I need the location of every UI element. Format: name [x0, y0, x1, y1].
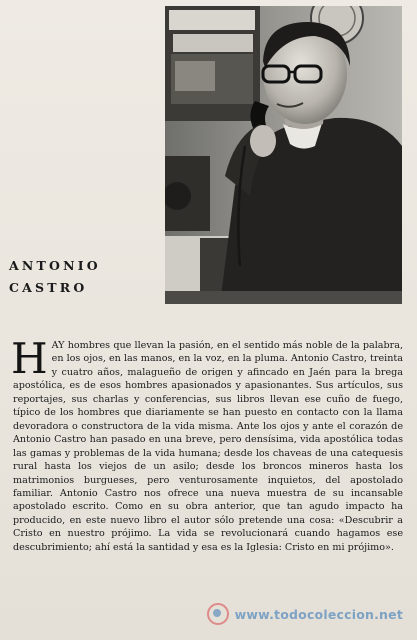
author-photo: [165, 6, 402, 304]
watermark-logo-icon: [207, 603, 229, 625]
author-last-name: CASTRO: [9, 280, 88, 295]
watermark-text: www.todocoleccion.net: [234, 606, 403, 622]
watermark: [207, 603, 403, 625]
author-name: [9, 255, 159, 299]
article-text: hombres que llevan la pasión, en el sentido más noble de la palabra, en los ojos, en las manos, en la voz, en la pluma. Antonio Castro, treinta y cuatro años, malagueño de origen y afincado en Jaén para la brega apostólica, es de esos hombres apasionados y apasionantes. Sus artículos, sus reportajes, sus charlas y conferencias, sus libros llevan ese cuño de fuego, típico de los hombres que diariamente se han puesto en contacto con la llama devoradora o constructora de la vida misma. Ante los ojos y ante el corazón de Antonio Castro han pasado en una breve, pero densísima, vida apostólica todas las gamas y problemas de la vida humana; desde los chaveas de una catequesis rural hasta los viejos de un asilo; desde los broncos mineros hasta los matrimonios burgueses, pero venturosamente inquietos, del apostolado familiar. Antonio Castro nos ofrece una nueva muestra de su incansable apostolado escrito. Como en su obra anterior, que tan agudo impacto ha producido, en este nuevo libro el autor sólo pretende una cosa: «Descubrir a Cristo en nuestro prójimo. La vida se revolucionará cuando hagamos ese descubrimiento; ahí está la santidad y esa es la Iglesia: Cristo en mi prójimo».: [13, 340, 403, 553]
photo-illustration: [165, 6, 402, 304]
author-first-name: ANTONIO: [9, 258, 101, 273]
lead-word-rest: AY: [51, 340, 65, 351]
drop-cap: H: [11, 334, 48, 383]
article-body: [11, 334, 403, 554]
